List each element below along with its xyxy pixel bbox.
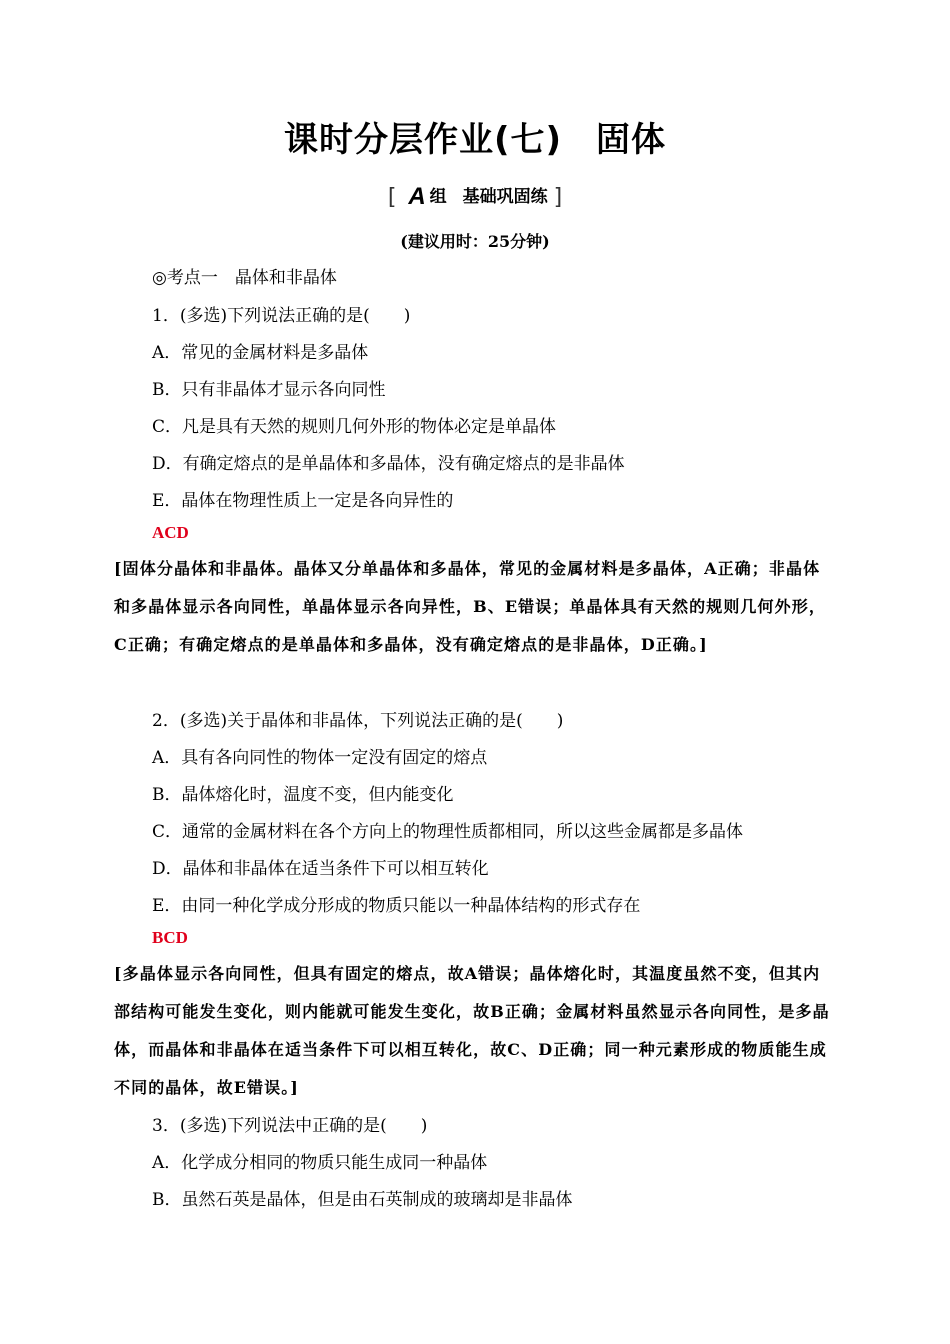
q1-explanation: [固体分晶体和非晶体。晶体又分单晶体和多晶体，常见的金属材料是多晶体，A正确；非晶体和多晶体显示各向同性，单晶体显示各向异性，B、E错误；单晶体具有天然的规则几何外形，C正确；有确定熔点的是单晶体和多晶体，没有确定熔点的是非晶体，D正确。] (114, 559, 826, 654)
q2-explanation: [多晶体显示各向同性，但具有固定的熔点，故A错误；晶体熔化时，其温度虽然不变，但其内部结构可能发生变化，则内能就可能发生变化，故B正确；金属材料虽然显示各向同性，是多晶体，而晶体和非晶体在适当条件下可以相互转化，故C、D正确；同一种元素形成的物质能生成不同的晶体，故E错误。] (114, 964, 830, 1097)
q1-option-b: B．只有非晶体才显示各向同性 (152, 380, 386, 400)
group-bracket-close: ] (553, 185, 563, 210)
q2-option-c: C．通常的金属材料在各个方向上的物理性质都相同，所以这些金属都是多晶体 (152, 822, 744, 842)
q1-option-e: E．晶体在物理性质上一定是各向异性的 (152, 491, 454, 511)
section-heading: ◎考点一 晶体和非晶体 (152, 268, 337, 288)
q2-option-a: A．具有各向同性的物体一定没有固定的熔点 (152, 748, 488, 768)
q3-stem: 3．(多选)下列说法中正确的是( ) (152, 1116, 428, 1136)
q1-option-c: C．凡是具有天然的规则几何外形的物体必定是单晶体 (152, 417, 557, 437)
suggested-time: (建议用时：25分钟) (400, 232, 550, 251)
q3-option-b: B．虽然石英是晶体，但是由石英制成的玻璃却是非晶体 (152, 1190, 573, 1210)
q3-option-a: A．化学成分相同的物质只能生成同一种晶体 (152, 1153, 488, 1173)
group-name: 基础巩固练 (462, 187, 548, 207)
title-sub: 固体 (596, 120, 667, 160)
q1-option-d: D．有确定熔点的是单晶体和多晶体，没有确定熔点的是非晶体 (152, 454, 625, 474)
q1-answer: ACD (152, 523, 189, 542)
title-main: 课时分层作业(七) (283, 120, 563, 160)
q2-stem: 2．(多选)关于晶体和非晶体，下列说法正确的是( ) (152, 711, 564, 731)
q2-answer: BCD (152, 928, 188, 947)
group-bracket-open: [ (387, 185, 397, 210)
group-word: 组 (429, 187, 447, 207)
q2-option-e: E．由同一种化学成分形成的物质只能以一种晶体结构的形式存在 (152, 896, 641, 916)
group-letter-logo: A (408, 183, 426, 210)
group-header (0, 182, 950, 211)
q1-option-a: A．常见的金属材料是多晶体 (152, 343, 369, 363)
page-title (0, 112, 950, 161)
q1-stem: 1．(多选)下列说法正确的是( ) (152, 306, 411, 326)
q2-option-d: D．晶体和非晶体在适当条件下可以相互转化 (152, 859, 489, 879)
q2-option-b: B．晶体熔化时，温度不变，但内能变化 (152, 785, 454, 805)
